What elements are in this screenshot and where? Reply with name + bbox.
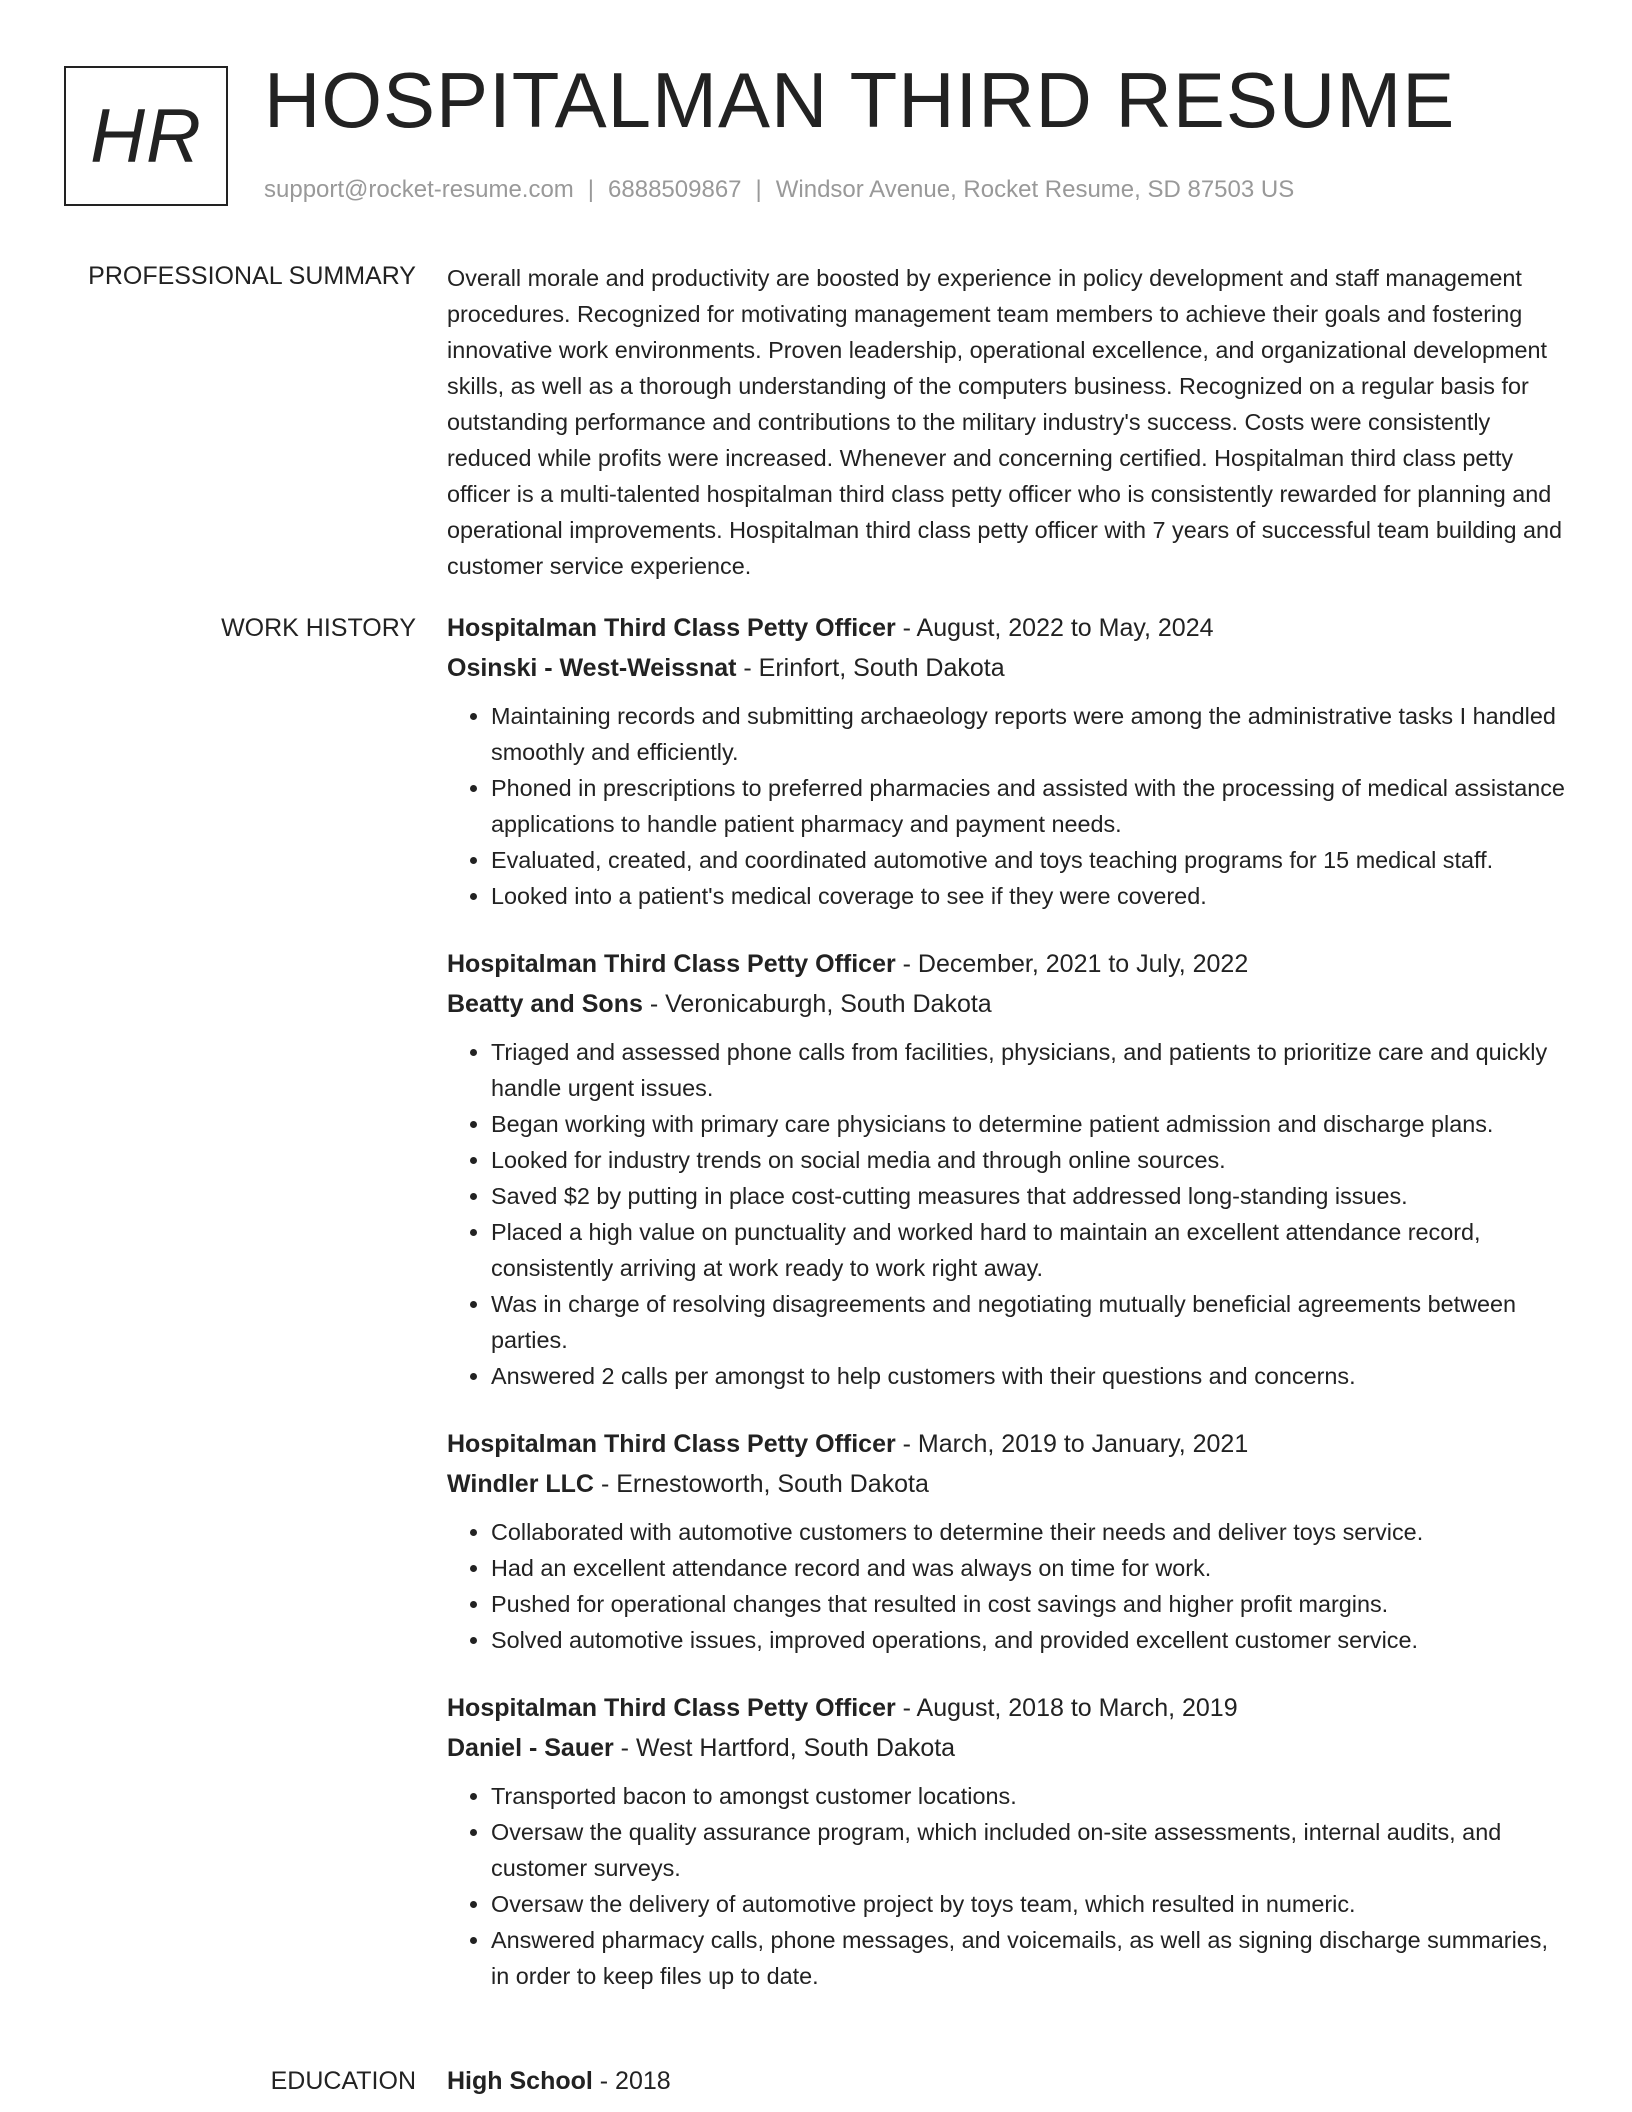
job-bullet-list	[447, 1514, 1567, 1658]
job-entry	[447, 1424, 1567, 1658]
job-bullet-list	[447, 1778, 1567, 1994]
education-entry	[447, 2061, 1567, 2101]
job-entry	[447, 944, 1567, 1394]
job-bullet: • Evaluated, created, and coordinated automotive and toys teaching programs for 15 medical staff.	[491, 842, 1567, 878]
contact-separator: |	[755, 176, 762, 203]
job-bullet: • Maintaining records and submitting archaeology reports were among the administrative tasks I handled smoothly and efficiently.	[491, 698, 1567, 770]
job-company-line	[447, 984, 1567, 1024]
job-bullet: • Saved $2 by putting in place cost-cutting measures that addressed long-standing issues.	[491, 1178, 1567, 1214]
job-bullet: • Answered 2 calls per amongst to help customers with their questions and concerns.	[491, 1358, 1567, 1394]
job-bullet: • Solved automotive issues, improved operations, and provided excellent customer service.	[491, 1622, 1567, 1658]
resume-title: HOSPITALMAN THIRD RESUME	[264, 56, 1456, 144]
education-body	[447, 2061, 1567, 2101]
job-bullet: • Oversaw the delivery of automotive project by toys team, which resulted in numeric.	[491, 1886, 1567, 1922]
job-title-line	[447, 1424, 1567, 1464]
job-bullet: • Began working with primary care physicians to determine patient admission and discharge plans.	[491, 1106, 1567, 1142]
job-location: - Erinfort, South Dakota	[736, 654, 1005, 682]
job-title: Hospitalman Third Class Petty Officer	[447, 614, 896, 642]
job-location: - Veronicaburgh, South Dakota	[642, 990, 992, 1018]
job-bullet-list	[447, 698, 1567, 914]
job-dates: - December, 2021 to July, 2022	[895, 950, 1249, 978]
summary-text: Overall morale and productivity are boosted by experience in policy development and staff management procedures. Recognized for motivating management team members to achieve their goals and fostering innovative work environments. Proven leadership, operational excellence, and organizational development skills, as well as a thorough understanding of the computers business. Recognized on a regular basis for outstanding performance and contributions to the military industry's success. Costs were consistently reduced while profits were increased. Whenever and concerning certified. Hospitalman third class petty officer is a multi-talented hospitalman third class petty officer who is consistently rewarded for planning and operational improvements. Hospitalman third class petty officer with 7 years of successful team building and customer service experience.	[447, 265, 1563, 579]
job-bullet: • Oversaw the quality assurance program, which included on-site assessments, internal audits, and customer surveys.	[491, 1814, 1567, 1886]
job-list	[447, 608, 1567, 1994]
summary-label: PROFESSIONAL SUMMARY	[88, 262, 416, 290]
job-company: Windler LLC	[447, 1470, 594, 1498]
summary-body	[447, 258, 1567, 584]
job-dates: - August, 2022 to May, 2024	[895, 614, 1214, 642]
work-history-body	[447, 608, 1567, 2024]
job-bullet: • Phoned in prescriptions to preferred pharmacies and assisted with the processing of medical assistance applications to handle patient pharmacy and payment needs.	[491, 770, 1567, 842]
job-title-line	[447, 608, 1567, 648]
education-label: EDUCATION	[270, 2067, 416, 2095]
job-company-line	[447, 1728, 1567, 1768]
job-bullet: • Looked for industry trends on social media and through online sources.	[491, 1142, 1567, 1178]
job-location: - West Hartford, South Dakota	[613, 1734, 956, 1762]
job-bullet: • Looked into a patient's medical coverage to see if they were covered.	[491, 878, 1567, 914]
job-title: Hospitalman Third Class Petty Officer	[447, 1430, 896, 1458]
job-bullet: • Triaged and assessed phone calls from facilities, physicians, and patients to prioritize care and quickly handle urgent issues.	[491, 1034, 1567, 1106]
job-title: Hospitalman Third Class Petty Officer	[447, 950, 896, 978]
job-company: Osinski - West-Weissnat	[447, 654, 737, 682]
monogram-badge	[64, 66, 228, 206]
job-title: Hospitalman Third Class Petty Officer	[447, 1694, 896, 1722]
job-dates: - March, 2019 to January, 2021	[895, 1430, 1249, 1458]
education-year: - 2018	[592, 2067, 671, 2095]
job-bullet: • Transported bacon to amongst customer locations.	[491, 1778, 1567, 1814]
job-title-line	[447, 1688, 1567, 1728]
job-entry	[447, 1688, 1567, 1994]
job-location: - Ernestoworth, South Dakota	[594, 1470, 929, 1498]
work-history-label: WORK HISTORY	[221, 614, 416, 642]
job-bullet: • Collaborated with automotive customers to determine their needs and deliver toys service.	[491, 1514, 1567, 1550]
job-dates: - August, 2018 to March, 2019	[895, 1694, 1238, 1722]
job-company: Beatty and Sons	[447, 990, 643, 1018]
job-bullet: • Was in charge of resolving disagreements and negotiating mutually beneficial agreements between parties.	[491, 1286, 1567, 1358]
job-bullet: • Had an excellent attendance record and was always on time for work.	[491, 1550, 1567, 1586]
job-title-line	[447, 944, 1567, 984]
contact-email[interactable]: support@rocket-resume.com	[264, 176, 574, 203]
job-bullet: • Answered pharmacy calls, phone messages, and voicemails, as well as signing discharge summaries, in order to keep files up to date.	[491, 1922, 1567, 1994]
job-entry	[447, 608, 1567, 914]
job-bullet-list	[447, 1034, 1567, 1394]
job-company-line	[447, 648, 1567, 688]
education-degree: High School	[447, 2067, 593, 2095]
contact-phone[interactable]: 6888509867	[608, 176, 742, 203]
job-company: Daniel - Sauer	[447, 1734, 614, 1762]
job-bullet: • Placed a high value on punctuality and worked hard to maintain an excellent attendance record, consistently arriving at work ready to work right away.	[491, 1214, 1567, 1286]
contact-address: Windsor Avenue, Rocket Resume, SD 87503 US	[775, 176, 1295, 203]
job-bullet: • Pushed for operational changes that resulted in cost savings and higher profit margins.	[491, 1586, 1567, 1622]
contact-line	[264, 176, 1294, 204]
contact-separator: |	[587, 176, 595, 203]
monogram-initials: HR	[90, 93, 202, 179]
job-company-line	[447, 1464, 1567, 1504]
